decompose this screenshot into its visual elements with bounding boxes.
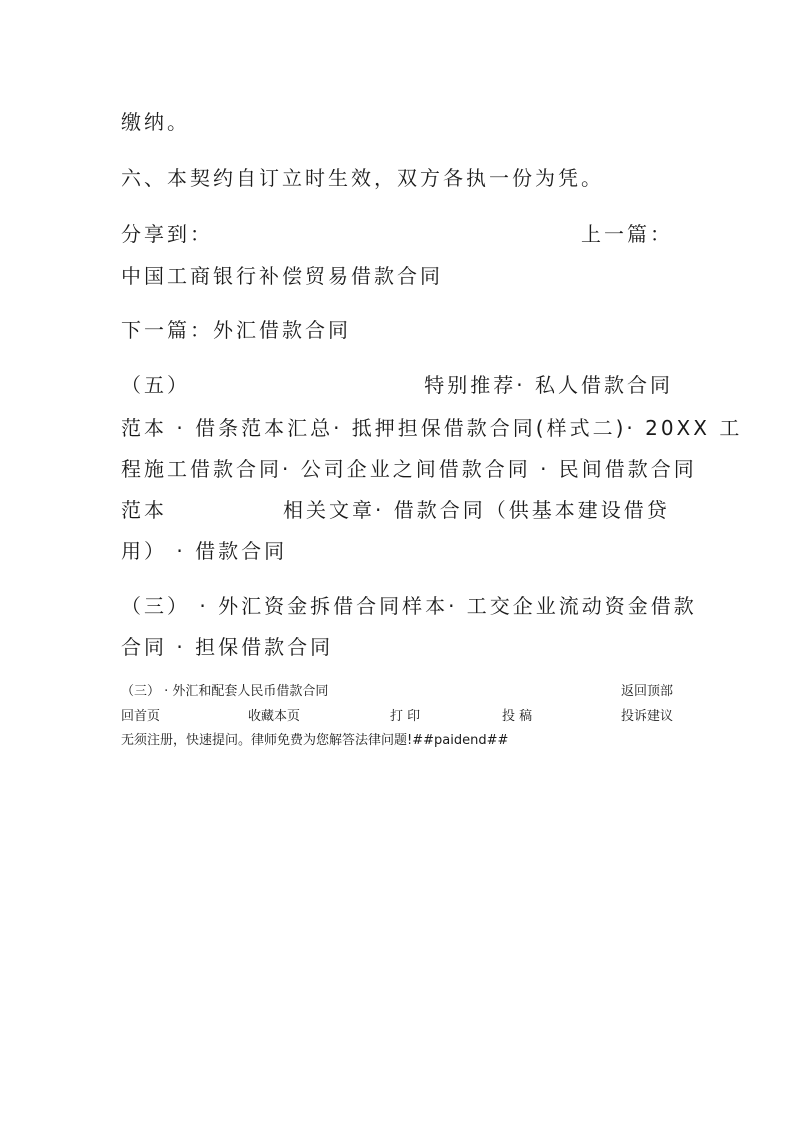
prev-article-link[interactable]: 中国工商银行补偿贸易借款合同 [121,264,443,288]
related-line-4[interactable]: 用） · 借款合同 [121,539,288,563]
complaint-link[interactable]: 投诉建议 [620,709,673,724]
related-line-5[interactable]: （三） · 外汇资金拆借合同样本· 工交企业流动资金借款 [121,594,697,618]
prev-article-label: 上一篇： [581,222,673,246]
text-line-clause-six: 六、本契约自订立时生效，双方各执一份为凭。 [121,166,604,190]
footer-note: 无须注册，快速提问。律师免费为您解答法律问题!##paidend## [121,733,509,748]
related-row [121,494,673,523]
next-article-link[interactable]: 下一篇：外汇借款合同 [121,318,351,342]
related-line-6[interactable]: 合同 · 担保借款合同 [121,635,334,659]
text-line-payment: 缴纳。 [121,110,190,134]
bookmark-link[interactable]: 收藏本页 [248,709,301,724]
related-line-2[interactable]: 程施工借款合同· 公司企业之间借款合同 · 民间借款合同 [121,457,697,481]
share-row [121,218,673,247]
submit-link[interactable]: 投 稿 [502,709,533,724]
recommend-row [121,369,673,398]
related-line-1[interactable]: 范本 · 借条范本汇总· 抵押担保借款合同(样式二)· 20XX 工 [121,416,743,440]
forex-loan-link[interactable]: （三） · 外汇和配套人民币借款合同 [121,684,329,699]
home-link[interactable]: 回首页 [121,709,161,724]
print-link[interactable]: 打 印 [390,709,421,724]
section-five-label: （五） [121,373,190,397]
back-to-top-link[interactable]: 返回顶部 [620,684,673,699]
related-articles-link[interactable]: 相关文章· 借款合同（供基本建设借贷 [283,498,670,522]
share-label: 分享到： [121,222,213,246]
special-recommend-link[interactable]: 特别推荐· 私人借款合同 [424,373,673,397]
related-line-3-left[interactable]: 范本 [121,498,167,522]
small-row-1 [121,680,673,699]
